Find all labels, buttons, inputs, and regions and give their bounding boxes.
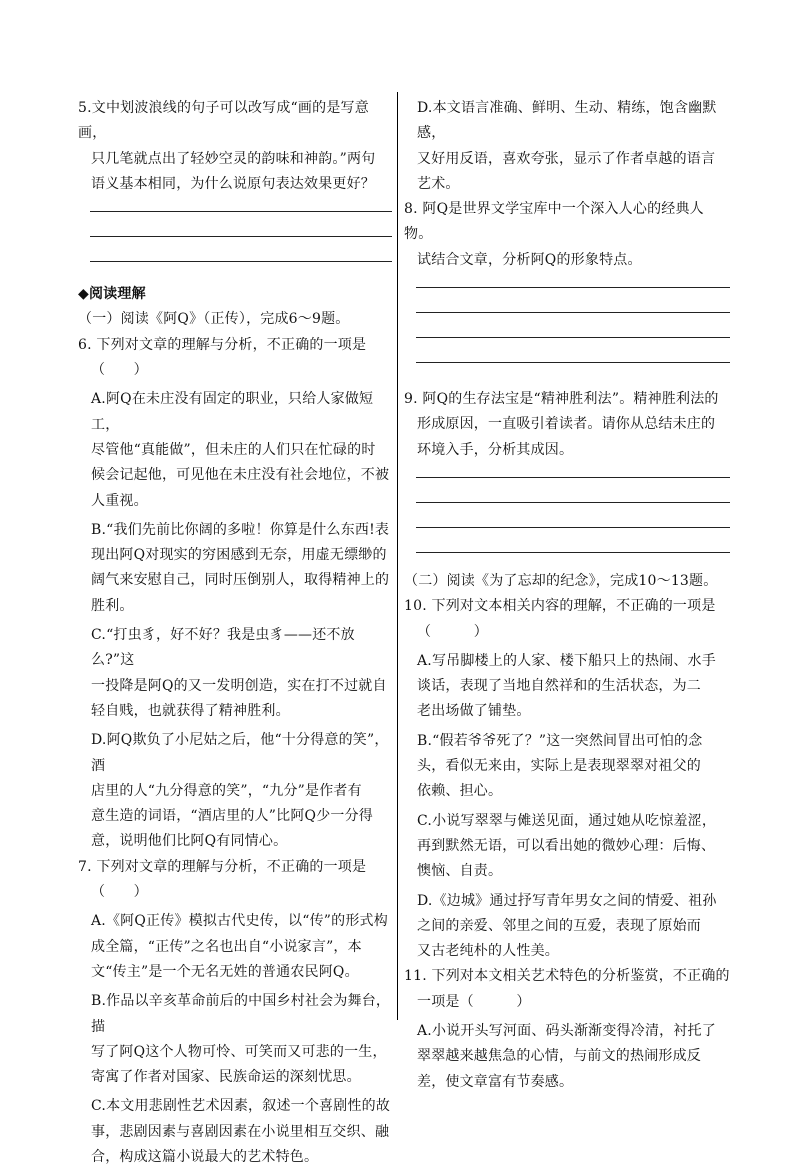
- q5-answer-lines[interactable]: [78, 197, 392, 262]
- q6-option-d: D.阿Q欺负了小尼姑之后，他“十分得意的笑”，酒: [91, 732, 389, 774]
- q6-option-b: 阔气来安慰自己，同时压倒别人，取得精神上的: [91, 572, 390, 589]
- q11-option-a: A.小说开头写河面、码头渐渐变得冷清，衬托了: [417, 1023, 716, 1040]
- q7-option-d-line: D.本文语言准确、鲜明、生动、精练，饱含幽默感，: [417, 100, 717, 142]
- q11-option-a: 差，使文章富有节奏感。: [417, 1073, 574, 1090]
- q7-option-a: 成全篇，“正传”之名也出自“小说家言”，本: [91, 938, 362, 955]
- question-10: [404, 594, 730, 964]
- q9-answer-lines[interactable]: [404, 463, 730, 553]
- answer-line[interactable]: [90, 211, 392, 212]
- q6-stem: 6. 下列对文章的理解与分析，不正确的一项是: [78, 336, 367, 353]
- q6-option-a: 尽管他“真能做”，但未庄的人们只在忙碌的时: [91, 441, 376, 458]
- q11-answer-blank[interactable]: 一项是（ ）: [417, 993, 531, 1010]
- q6-option-a: 人重视。: [91, 492, 148, 509]
- q7-stem: 7. 下列对文章的理解与分析，不正确的一项是: [78, 858, 367, 875]
- answer-line[interactable]: [416, 337, 730, 338]
- answer-line[interactable]: [416, 502, 730, 503]
- q9-line: 环境入手，分析其成因。: [417, 441, 574, 458]
- left-column: [78, 96, 392, 1170]
- q11-option-a: 翠翠越来越焦急的心情，与前文的热闹形成反: [417, 1048, 701, 1065]
- answer-line[interactable]: [416, 362, 730, 363]
- q7-option-c: 合，构成这篇小说最大的艺术特色。: [91, 1148, 319, 1165]
- q5-line: 语义基本相同，为什么说原句表达效果更好？: [91, 175, 375, 192]
- q8-line: 8. 阿Q是世界文学宝库中一个深入人心的经典人物。: [404, 201, 704, 243]
- q6-option-c: C.“打虫豸，好不好？我是虫豸——还不放么?”这: [91, 627, 355, 669]
- q11-stem: 11. 下列对本文相关艺术特色的分析鉴赏，不正确的: [404, 968, 730, 985]
- q10-option-c: 懊恼、自责。: [417, 863, 503, 880]
- answer-line[interactable]: [416, 477, 730, 478]
- q6-option-a: A.阿Q在未庄没有固定的职业，只给人家做短工，: [91, 391, 374, 433]
- q10-option-d: 又古老纯朴的人性美。: [417, 943, 559, 960]
- q6-option-c: 轻自贱，也就获得了精神胜利。: [91, 702, 290, 719]
- q6-answer-blank[interactable]: （ ）: [91, 362, 148, 379]
- q6-option-b: 现出阿Q对现实的穷困感到无奈，用虚无缥缈的: [91, 547, 387, 564]
- part1-title: （一）阅读《阿Q》（正传），完成6～9题。: [78, 311, 350, 328]
- q6-option-d: 意生造的词语，“酒店里的人”比阿Q少一分得: [91, 808, 373, 825]
- q8-answer-lines[interactable]: [404, 273, 730, 363]
- q10-option-d: D.《边城》通过抒写青年男女之间的情爱、祖孙: [417, 892, 717, 909]
- q5-line: 只几笔就点出了轻妙空灵的韵味和神韵。”两句: [91, 150, 376, 167]
- q7-option-a: A.《阿Q正传》模拟古代史传，以“传”的形式构: [91, 913, 388, 930]
- question-6: [78, 333, 392, 855]
- q10-option-a: 谈话，表现了当地自然祥和的生活状态，为二: [417, 678, 701, 695]
- q10-option-c: 再到默然无语，可以看出她的微妙心理：后悔、: [417, 837, 716, 854]
- q10-option-c: C.小说写翠翠与傩送见面，通过她从吃惊羞涩，: [417, 812, 717, 829]
- answer-line[interactable]: [90, 236, 392, 237]
- answer-line[interactable]: [416, 527, 730, 528]
- q7-option-d-line: 艺术。: [417, 175, 460, 192]
- q10-option-b: B.“假若爷爷死了？”这一突然间冒出可怕的念: [417, 732, 703, 749]
- q6-option-d: 意，说明他们比阿Q有同情心。: [91, 833, 288, 850]
- answer-line[interactable]: [90, 261, 392, 262]
- q6-option-b: B.“我们先前比你阔的多啦！你算是什么东西!表: [91, 521, 390, 538]
- q6-option-d: 店里的人“九分得意的笑”，“九分”是作者有: [91, 782, 362, 799]
- q6-option-b: 胜利。: [91, 597, 134, 614]
- q7-option-b: B.作品以辛亥革命前后的中国乡村社会为舞台，描: [91, 993, 391, 1035]
- question-11: [404, 964, 730, 1094]
- q10-option-a: 老出场做了铺垫。: [417, 703, 531, 720]
- q6-option-a: 候会记起他，可见他在未庄没有社会地位，不被: [91, 467, 390, 484]
- answer-line[interactable]: [416, 287, 730, 288]
- q10-option-d: 之间的亲爱、邻里之间的互爱，表现了原始而: [417, 917, 701, 934]
- q8-line: 试结合文章，分析阿Q的形象特点。: [417, 251, 642, 268]
- q7-option-c: 事，悲剧因素与喜剧因素在小说里相互交织、融: [91, 1123, 390, 1140]
- q10-option-b: 依赖、担心。: [417, 783, 503, 800]
- q7-answer-blank[interactable]: （ ）: [91, 884, 148, 901]
- question-5: [78, 96, 392, 197]
- q6-option-c: 一投降是阿Q的又一发明创造，实在打不过就自: [91, 677, 387, 694]
- q7-option-a: 文“传主”是一个无名无姓的普通农民阿Q。: [91, 963, 359, 980]
- q10-option-a: A.写吊脚楼上的人家、楼下船只上的热闹、水手: [417, 652, 716, 669]
- part2-title: （二）阅读《为了忘却的纪念》，完成10～13题。: [404, 572, 718, 589]
- q10-answer-blank[interactable]: （ ）: [417, 623, 488, 640]
- q9-line: 形成原因，一直吸引着读者。请你从总结未庄的: [417, 416, 716, 433]
- q10-stem: 10. 下列对文本相关内容的理解，不正确的一项是: [404, 598, 716, 615]
- q7-option-b: 写了阿Q这个人物可怜、可笑而又可悲的一生，: [91, 1043, 387, 1060]
- q9-line: 9. 阿Q的生存法宝是“精神胜利法”。精神胜利法的: [404, 391, 719, 408]
- right-column: [404, 96, 730, 1095]
- q7-option-d-line: 又好用反语，喜欢夸张，显示了作者卓越的语言: [417, 150, 716, 167]
- question-9: [404, 387, 730, 463]
- column-divider: [397, 92, 398, 1020]
- section-heading: ◆阅读理解: [78, 286, 146, 303]
- q7-option-c: C.本文用悲剧性艺术因素，叙述一个喜剧性的故: [91, 1098, 391, 1115]
- question-8: [404, 197, 730, 273]
- q7-option-d: [404, 96, 730, 197]
- answer-line[interactable]: [416, 312, 730, 313]
- q7-option-b: 寄寓了作者对国家、民族命运的深刻忧思。: [91, 1069, 361, 1086]
- answer-line[interactable]: [416, 552, 730, 553]
- q5-line: 5.文中划波浪线的句子可以改写成“画的是写意画，: [78, 100, 369, 142]
- q10-option-b: 头，看似无来由，实际上是表现翠翠对祖父的: [417, 758, 701, 775]
